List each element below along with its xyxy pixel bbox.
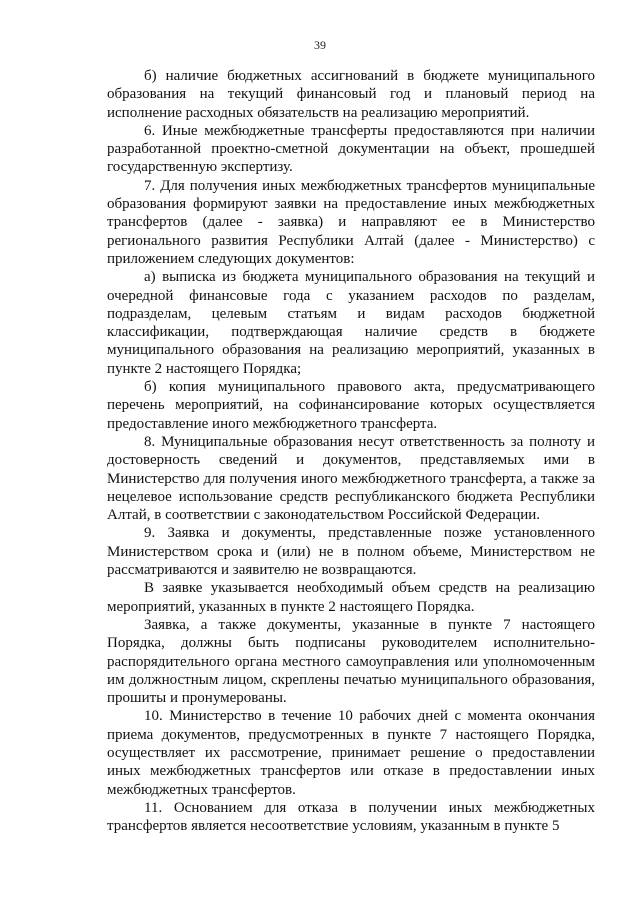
paragraph-6: 6. Иные межбюджетные трансферты предоставляются при наличии разработанной проектно-сметной документации на объект, прошедшей государственную экспертизу. xyxy=(107,122,595,176)
paragraph-9: 9. Заявка и документы, представленные позже установленного Министерством срока и (или) не в полном объеме, Министерством не рассматриваются и заявителю не возвращаются. xyxy=(107,525,595,579)
paragraph-budget-allocations: б) наличие бюджетных ассигнований в бюджете муниципального образования на текущий финансовый год и плановый период на исполнение расходных обязательств на реализацию мероприятий. xyxy=(107,68,595,121)
paragraph-9-signature: Заявка, а также документы, указанные в пункте 7 настоящего Порядка, должны быть подписаны руководителем исполнительно-распорядительного органа местного самоуправления или уполномоченным им должностным лицом, скреплены печатью муниципального образования, прошиты и пронумерованы. xyxy=(107,616,595,707)
paragraph-7: 7. Для получения иных межбюджетных трансфертов муниципальные образования формируют заявки на предоставление иных межбюджетных трансфертов (далее - заявка) и направляют ее в Министерство регионального развития Республики Алтай (далее - Министерство) с приложением следующих документов: xyxy=(107,177,595,267)
paragraph-8: 8. Муниципальные образования несут ответственность за полноту и достоверность сведений и документов, представляемых ими в Министерство для получения иного межбюджетного трансферта, а также за нецелевое использование средств республиканского бюджета Республики Алтай, в соответствии с законодательством Российской Федерации. xyxy=(107,433,595,524)
paragraph-7b: б) копия муниципального правового акта, предусматривающего перечень мероприятий, на софинансирование которых осуществляется предоставление иного межбюджетного трансферта. xyxy=(107,379,595,432)
paragraph-10: 10. Министерство в течение 10 рабочих дней с момента окончания приема документов, предусмотренных в пункте 7 настоящего Порядка, осуществляет их рассмотрение, принимает решение о предоставлении иных межбюджетных трансфертов или отказе в предоставлении иных межбюджетных трансфертов. xyxy=(107,708,595,798)
paragraph-9-amount: В заявке указывается необходимый объем средств на реализацию мероприятий, указанных в пункте 2 настоящего Порядка. xyxy=(107,580,595,615)
document-body xyxy=(107,67,595,835)
paragraph-11: 11. Основанием для отказа в получении иных межбюджетных трансфертов является несоответствие условиям, указанным в пункте 5 xyxy=(107,799,595,835)
paragraph-7a: а) выписка из бюджета муниципального образования на текущий и очередной финансовые года с указанием расходов по разделам, подразделам, целевым статьям и видам расходов бюджетной классификации, подтверждающая наличие средств в бюджете муниципального образования на реализацию мероприятий, указанных в пункте 2 настоящего Порядка; xyxy=(107,269,595,377)
page-number: 39 xyxy=(314,38,326,52)
